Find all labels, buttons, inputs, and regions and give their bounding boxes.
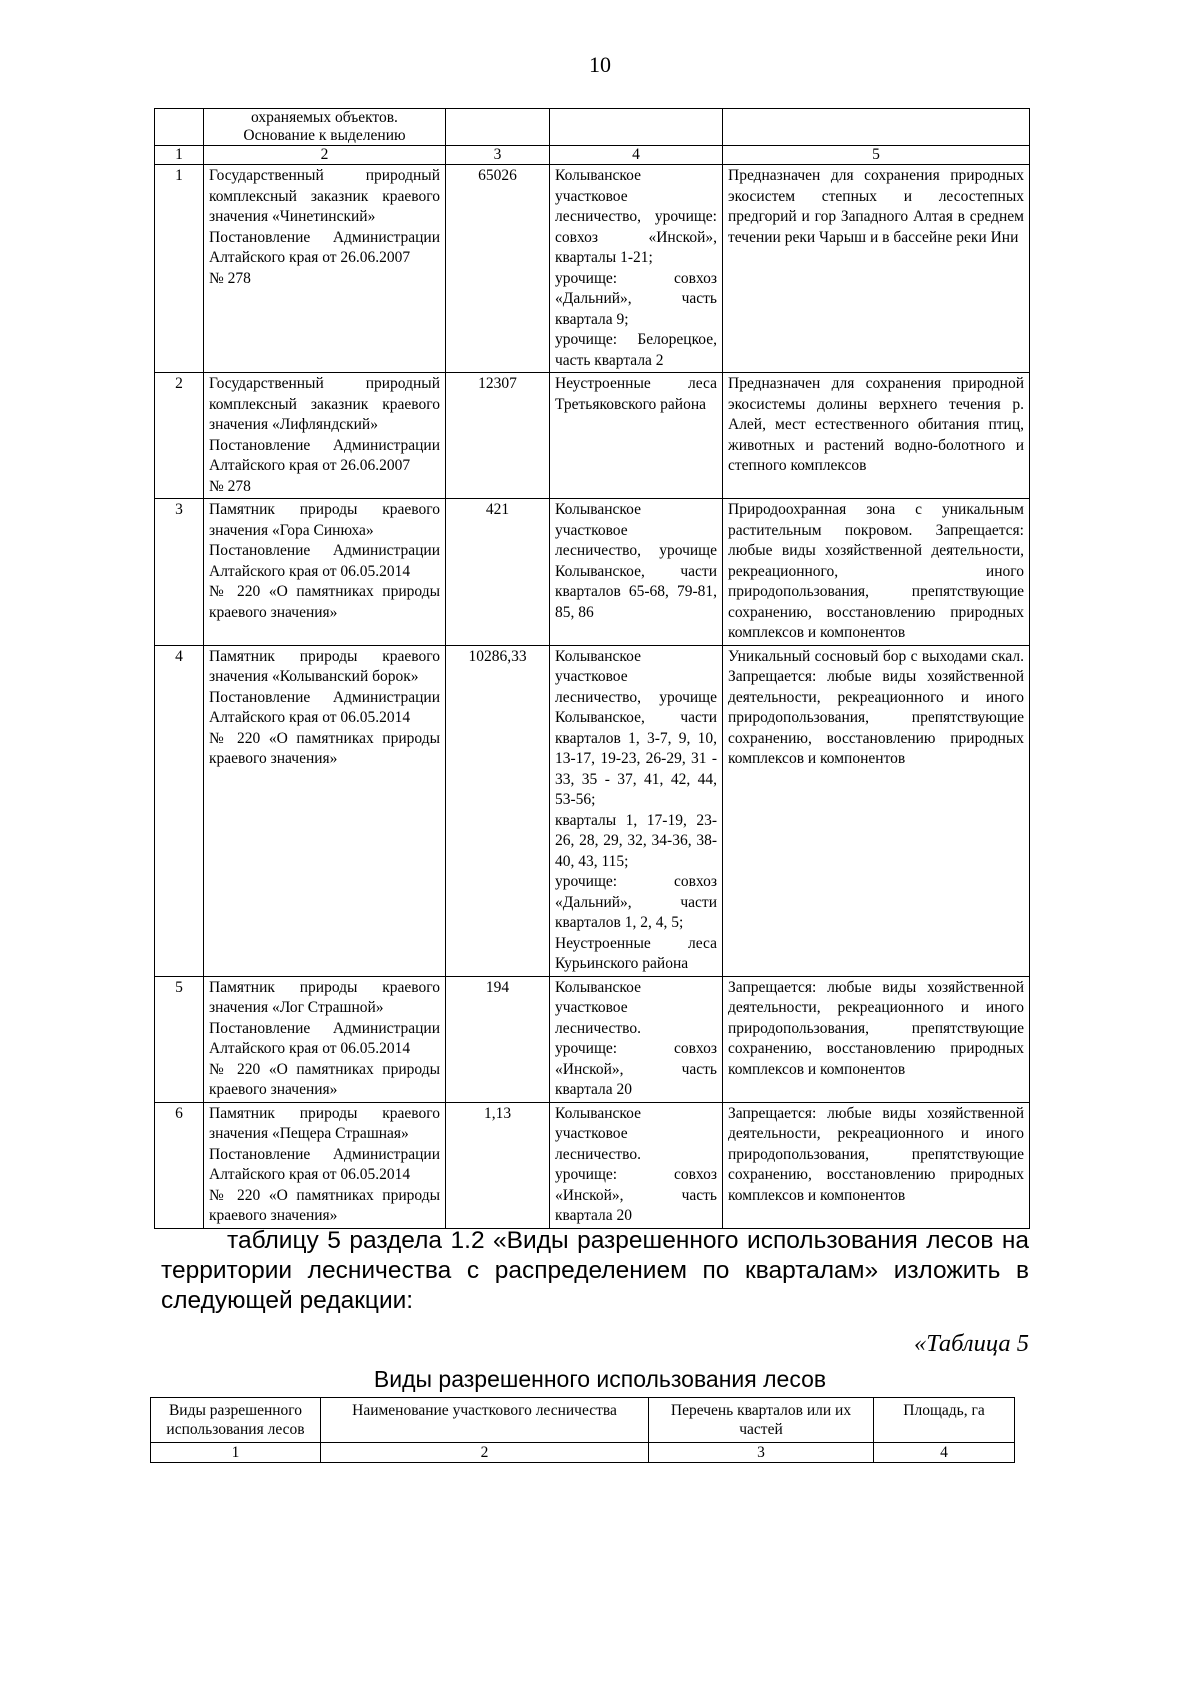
amendment-paragraph: таблицу 5 раздела 1.2 «Виды разрешенного использования лесов на территории лесничества с распределением по кварталам» изложить в следующей редакции: <box>161 1227 1029 1314</box>
table-row <box>155 373 1030 499</box>
object-name-cell: Памятник природы краевого значения «Гора Синюха» Постановление Администрации Алтайского края от 06.05.2014 № 220 «О памятниках природы краевого значения» <box>204 499 446 646</box>
table-row <box>155 499 1030 646</box>
description-cell: Уникальный сосновый бор с выходами скал. Запрещается: любые виды хозяйственной деятельности, рекреационного и иного природопользования, препятствующие сохранению, восстановлению природных комплексов и компонентов <box>723 645 1030 976</box>
permitted-uses-table <box>150 1397 1015 1463</box>
object-name-cell: Памятник природы краевого значения «Лог Страшной» Постановление Администрации Алтайского края от 06.05.2014 № 220 «О памятниках природы краевого значения» <box>204 976 446 1102</box>
header-cell: охраняемых объектов. Основание к выделению <box>204 109 446 146</box>
row-number-cell: 6 <box>155 1102 204 1228</box>
header-cell: Виды разрешенного использования лесов <box>151 1398 321 1443</box>
row-number-cell: 1 <box>155 165 204 373</box>
description-cell: Предназначен для сохранения природных экосистем степных и лесостепных предгорий и гор Западного Алтая в среднем течении реки Чарыш и в бассейне реки Ини <box>723 165 1030 373</box>
location-cell: Колыванское участковое лесничество, урочище: совхоз «Инской», кварталы 1-21; урочище: совхоз «Дальний», часть квартала 9; урочище: Белорецкое, часть квартала 2 <box>550 165 723 373</box>
header-cell <box>550 109 723 146</box>
page-number: 10 <box>589 52 611 77</box>
column-number: 5 <box>723 146 1030 165</box>
area-cell: 65026 <box>446 165 550 373</box>
column-number: 2 <box>204 146 446 165</box>
location-cell: Колыванское участковое лесничество. урочище: совхоз «Инской», часть квартала 20 <box>550 976 723 1102</box>
column-number: 1 <box>151 1443 321 1463</box>
row-number-cell: 4 <box>155 645 204 976</box>
header-cell: Перечень кварталов или их частей <box>649 1398 874 1443</box>
header-cell <box>155 109 204 146</box>
description-cell: Запрещается: любые виды хозяйственной деятельности, рекреационного и иного природопользования, препятствующие сохранению, восстановлению природных комплексов и компонентов <box>723 1102 1030 1228</box>
object-name-cell: Государственный природный комплексный заказник краевого значения «Лифляндский» Постановление Администрации Алтайского края от 26.06.2007 № 278 <box>204 373 446 499</box>
column-number: 2 <box>321 1443 649 1463</box>
area-cell: 421 <box>446 499 550 646</box>
area-cell: 1,13 <box>446 1102 550 1228</box>
column-number: 1 <box>155 146 204 165</box>
table-header-row <box>155 109 1030 146</box>
column-number-row <box>155 146 1030 165</box>
header-cell <box>723 109 1030 146</box>
table-row <box>155 645 1030 976</box>
description-cell: Предназначен для сохранения природной экосистемы долины верхнего течения р. Алей, мест естественного обитания птиц, животных и растений водно-болотного и степного комплексов <box>723 373 1030 499</box>
column-number: 4 <box>874 1443 1015 1463</box>
object-name-cell: Памятник природы краевого значения «Пещера Страшная» Постановление Администрации Алтайского края от 06.05.2014 № 220 «О памятниках природы краевого значения» <box>204 1102 446 1228</box>
table-header-row <box>151 1398 1015 1443</box>
location-cell: Колыванское участковое лесничество. урочище: совхоз «Инской», часть квартала 20 <box>550 1102 723 1228</box>
area-cell: 194 <box>446 976 550 1102</box>
row-number-cell: 2 <box>155 373 204 499</box>
table-row <box>155 976 1030 1102</box>
header-cell: Площадь, га <box>874 1398 1015 1443</box>
table-row <box>155 165 1030 373</box>
description-cell: Природоохранная зона с уникальным растительным покровом. Запрещается: любые виды хозяйственной деятельности, рекреационного, иного природопользования, препятствующие сохранению, восстановлению природных комплексов и компонентов <box>723 499 1030 646</box>
area-cell: 10286,33 <box>446 645 550 976</box>
table-label: «Таблица 5 <box>913 1330 1029 1357</box>
header-cell <box>446 109 550 146</box>
location-cell: Колыванское участковое лесничество, урочище Колыванское, части кварталов 65-68, 79-81, 85, 86 <box>550 499 723 646</box>
column-number: 3 <box>446 146 550 165</box>
protected-areas-table <box>154 108 1030 1229</box>
row-number-cell: 5 <box>155 976 204 1102</box>
column-number-row <box>151 1443 1015 1463</box>
description-cell: Запрещается: любые виды хозяйственной деятельности, рекреационного и иного природопользования, препятствующие сохранению, восстановлению природных комплексов и компонентов <box>723 976 1030 1102</box>
table-row <box>155 1102 1030 1228</box>
column-number: 3 <box>649 1443 874 1463</box>
header-cell: Наименование участкового лесничества <box>321 1398 649 1443</box>
row-number-cell: 3 <box>155 499 204 646</box>
column-number: 4 <box>550 146 723 165</box>
location-cell: Неустроенные леса Третьяковского района <box>550 373 723 499</box>
object-name-cell: Государственный природный комплексный заказник краевого значения «Чинетинский» Постановление Администрации Алтайского края от 26.06.2007 № 278 <box>204 165 446 373</box>
location-cell: Колыванское участковое лесничество, урочище Колыванское, части кварталов 1, 3-7, 9, 10, 13-17, 19-23, 26-29, 31 - 33, 35 - 37, 41, 42, 44, 53-56; кварталы 1, 17-19, 23-26, 28, 29, 32, 34-36, 38-40, 43, 115; урочище: совхоз «Дальний», части кварталов 1, 2, 4, 5; Неустроенные леса Курьинского района <box>550 645 723 976</box>
area-cell: 12307 <box>446 373 550 499</box>
table-title: Виды разрешенного использования лесов <box>373 1366 827 1392</box>
object-name-cell: Памятник природы краевого значения «Колыванский борок» Постановление Администрации Алтайского края от 06.05.2014 № 220 «О памятниках природы краевого значения» <box>204 645 446 976</box>
